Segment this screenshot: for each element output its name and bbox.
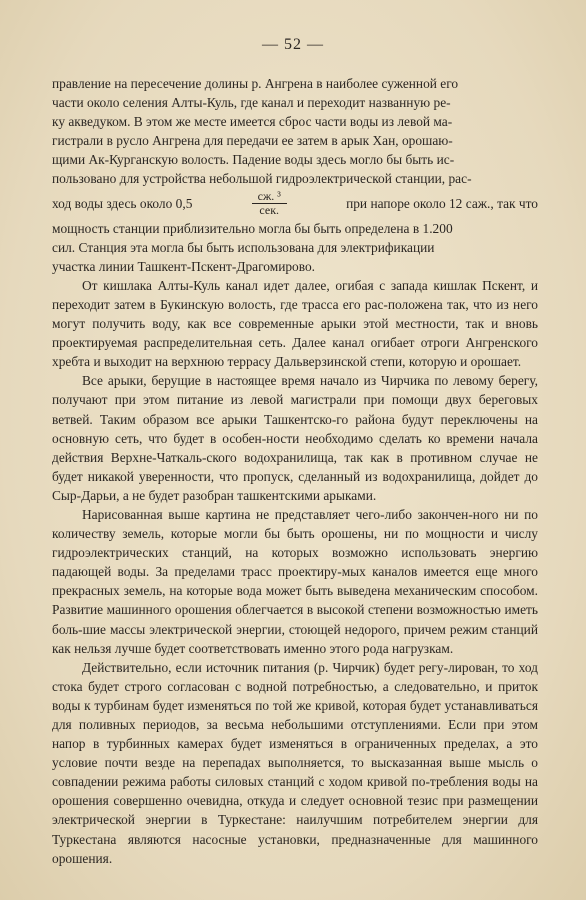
fraction-numerator: сж. ³ xyxy=(252,190,287,204)
body-text xyxy=(52,74,538,868)
flow-text-after: при напоре около 12 саж., так что xyxy=(346,196,538,212)
paragraph-1-line: участка линии Ташкент-Пскент-Драгомирово. xyxy=(52,258,316,274)
paragraph-2: От кишлака Алты-Куль канал идет далее, огибая с запада кишлак Пскент, и переходит затем в Букинскую волость, где трасса его рас-положена так, что из него могут получить воду, как все современные арыки этой местности, так и вновь проектируемая распределительная сеть. Далее канал огибает отроги Ангренского хребта и выходит на верхнюю террасу Дальверзинской степи, которую и орошает. xyxy=(52,277,538,370)
paragraph-1-line: ку акведуком. В этом же месте имеется сброс части воды из левой ма- xyxy=(52,114,453,130)
flow-rate-line xyxy=(52,189,538,219)
paragraph-3: Все арыки, берущие в настоящее время начало из Чирчика по левому берегу, получают при этом питание из левой магистрали при помощи двух береговых ветвей. Таким образом все арыки Ташкентско-го района будут переключены на основную сеть, что будет в особен-ности необходимо сделать ко времени начала действия Верхне-Чаткаль-ского водохранилища, так как в противном случае не будет никакой уверенности, что пропуск, сделанный из водохранилища, дойдет до Сыр-Дарьи, а не будет разобран ташкентскими арыками. xyxy=(52,373,538,503)
paragraph-1-line: сил. Станция эта могла бы быть использована для электрификации xyxy=(52,239,435,255)
paragraph-1-line: щими Ак-Курганскую волость. Падение воды здесь могло бы быть ис- xyxy=(52,152,455,168)
paragraph-1-line: пользовано для устройства небольшой гидроэлектрической станции, рас- xyxy=(52,171,472,187)
paragraph-1-line: мощность станции приблизительно могла бы быть определена в 1.200 xyxy=(52,220,453,236)
paragraph-1-line: части около селения Алты-Куль, где канал и переходит названную ре- xyxy=(52,95,451,111)
page-number: — 52 — xyxy=(262,36,324,53)
fraction-denominator: сек. xyxy=(259,203,280,218)
paragraph-1-line: правление на пересечение долины р. Ангрена в наиболее суженной его xyxy=(52,76,459,91)
paragraph-4: Нарисованная выше картина не представляет чего-либо закончен-ного ни по количеству земель, которые могли бы быть орошены, ни по мощности и числу гидроэлектрических станций, на которых возможно использовать энергию падающей воды. За пределами трасс проектиру-мых каналов имеется еще много прекрасных земель, на которые вода может быть выведена механическим способом. Развитие машинного орошения облегчается в высокой степени возможностью иметь боль-шие массы электрической энергии, стоющей недорого, причем режим станций как нельзя лучше будет соответствовать именно этого рода нагрузкам. xyxy=(52,506,538,656)
paragraph-1-line: гистрали в русло Ангрена для передачи ее затем в арык Хан, орошаю- xyxy=(52,133,453,149)
flow-text-before: ход воды здесь около 0,5 xyxy=(52,196,193,212)
flow-unit-fraction xyxy=(252,190,287,217)
paragraph-5: Действительно, если источник питания (р. Чирчик) будет регу-лирован, то ход стока будет строго согласован с водной потребностью, а следовательно, и приток воды к турбинам будет изменяться по той же кривой, которая будет устанавливаться для поливных периодов, за весьма небольшими отступлениями. Если при этом напор в турбинных камерах будет изменяться в ограниченных пределах, а это условие почти везде на перепадах выполняется, то высказанная выше мысль о совпадении режима работы силовых станций с ходом кривой по-требления воды на орошения совершенно очевидна, откуда и следует основной тезис при размещении электрической энергии в Туркестане: наилучшим потребителем энергии для Туркестана являются насосные установки, предназначенные для машинного орошения. xyxy=(52,659,538,866)
